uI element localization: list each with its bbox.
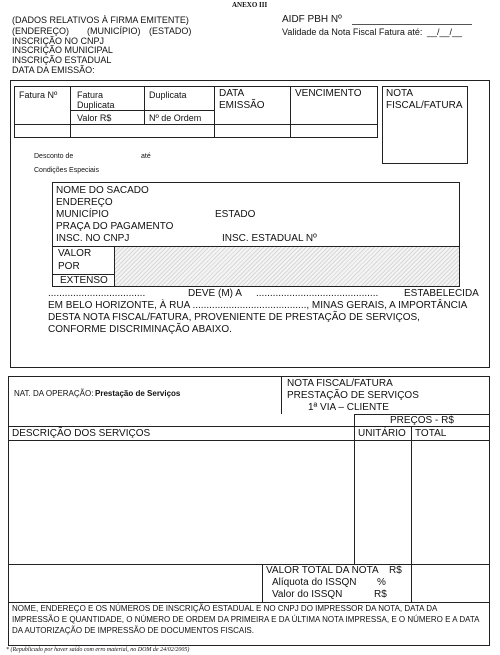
sacado-state-label: ESTADO <box>215 209 256 220</box>
issue-date-label: DATA DA EMISSÃO: <box>12 65 95 75</box>
validity-date: __/__/__ <box>427 27 463 37</box>
nf-subtitle: PRESTAÇÃO DE SERVIÇOS <box>287 390 419 401</box>
total-price-label: TOTAL <box>415 428 447 439</box>
total-note-label: VALOR TOTAL DA NOTA <box>266 565 379 576</box>
printer-info-line-1: NOME, ENDEREÇO E OS NÚMEROS DE INSCRIÇÃO ESTADUAL E NO CNPJ DO IMPRESSOR DA NOTA, DATA DA <box>12 604 438 613</box>
declaration-dots-b: ............................................ <box>256 288 379 299</box>
fatura-no-label: Fatura Nº <box>19 90 58 100</box>
fatura-duplicata-label: Duplicata <box>77 100 115 110</box>
vencimento-label: VENCIMENTO <box>295 88 362 99</box>
firm-state-reg-label: INSCRIÇÃO ESTADUAL <box>12 55 112 65</box>
valor-label-2: VALOR <box>58 248 92 259</box>
nf-title: NOTA FISCAL/FATURA <box>287 378 393 389</box>
fiscal-fatura-label: FISCAL/FATURA <box>386 100 463 111</box>
valor-label: Valor R$ <box>77 113 112 123</box>
sacado-name-label: NOME DO SACADO <box>56 185 149 196</box>
declaration-deve: DEVE (M) A <box>188 288 242 299</box>
services-description-label: DESCRIÇÃO DOS SERVIÇOS <box>12 428 151 439</box>
firm-data-label: (DADOS RELATIVOS À FIRMA EMITENTE) <box>12 15 189 25</box>
sacado-cnpj-label: INSC. NO CNPJ <box>56 233 130 244</box>
printer-info-line-2: IMPRESSÃO E QUANTIDADE, O NÚMERO DE ORDEM DA PRIMEIRA E DA ÚLTIMA NOTA IMPRESSA, E O NÚMERO E A DATA <box>12 615 480 624</box>
sacado-state-reg-label: INSC. ESTADUAL Nº <box>222 233 317 244</box>
prices-label: PREÇOS - R$ <box>390 415 454 426</box>
firm-address-label: (ENDEREÇO) <box>12 26 70 36</box>
unit-price-label: UNITÁRIO <box>358 428 406 439</box>
special-conditions-label: Condições Especiais <box>34 167 99 174</box>
firm-cnpj-label: INSCRIÇÃO NO CNPJ <box>12 36 105 46</box>
total-note-currency: R$ <box>389 565 402 576</box>
issqn-value-currency: R$ <box>374 589 387 600</box>
aidf-line <box>352 24 472 25</box>
sacado-address-label: ENDEREÇO <box>56 197 113 208</box>
republished-note: * (Republicado por haver saído com erro material, no DOM de 24/02/2005) <box>6 647 190 653</box>
amount-in-words-field <box>115 247 459 286</box>
sacado-city-label: MUNICÍPIO <box>56 209 109 220</box>
annex-title: ANEXO III <box>232 1 268 9</box>
payment-place-label: PRAÇA DO PAGAMENTO <box>56 221 174 232</box>
nat-operation-value: Prestação de Serviços <box>95 389 181 398</box>
extenso-label: EXTENSO <box>60 275 108 286</box>
discount-until-label: até <box>141 153 151 160</box>
declaration-line-4: CONFORME DISCRIMINAÇÃO ABAIXO. <box>48 324 232 335</box>
issqn-rate-label: Alíquota do ISSQN <box>272 577 357 588</box>
via-label: 1ª VIA – CLIENTE <box>308 402 389 413</box>
printer-info-line-3: DA AUTORIZAÇÃO DE IMPRESSÃO DE DOCUMENTOS FISCAIS. <box>12 626 254 635</box>
declaration-line-2: EM BELO HORIZONTE, À RUA ........................................., MINAS GERAIS, A IMPORTÂNCIA <box>48 300 468 311</box>
firm-municipal-label: INSCRIÇÃO MUNICIPAL <box>12 45 113 55</box>
issqn-rate-unit: % <box>377 577 386 588</box>
nota-label: NOTA <box>386 88 414 99</box>
por-label: POR <box>58 261 80 272</box>
fatura-label: Fatura <box>77 90 104 100</box>
nat-operation-label: NAT. DA OPERAÇÃO: <box>14 389 94 398</box>
declaration-dots-a: ................................... <box>48 288 146 299</box>
ordem-label: Nº de Ordem <box>149 113 202 123</box>
aidf-label: AIDF PBH Nº <box>282 14 342 25</box>
data-label: DATA <box>219 88 245 99</box>
firm-city-label: (MUNICÍPIO) <box>87 26 141 36</box>
discount-label: Desconto de <box>34 153 74 160</box>
duplicata-label: Duplicata <box>149 90 187 100</box>
firm-state-label: (ESTADO) <box>149 26 192 36</box>
declaration-line-3: DESTA NOTA FISCAL/FATURA, PROVENIENTE DE PRESTAÇÃO DE SERVIÇOS, <box>48 312 420 323</box>
declaration-established: ESTABELECIDA <box>404 288 479 299</box>
issqn-value-label: Valor do ISSQN <box>272 589 343 600</box>
validity-label: Validade da Nota Fiscal Fatura até: <box>282 27 423 37</box>
emissao-label: EMISSÃO <box>219 100 265 111</box>
